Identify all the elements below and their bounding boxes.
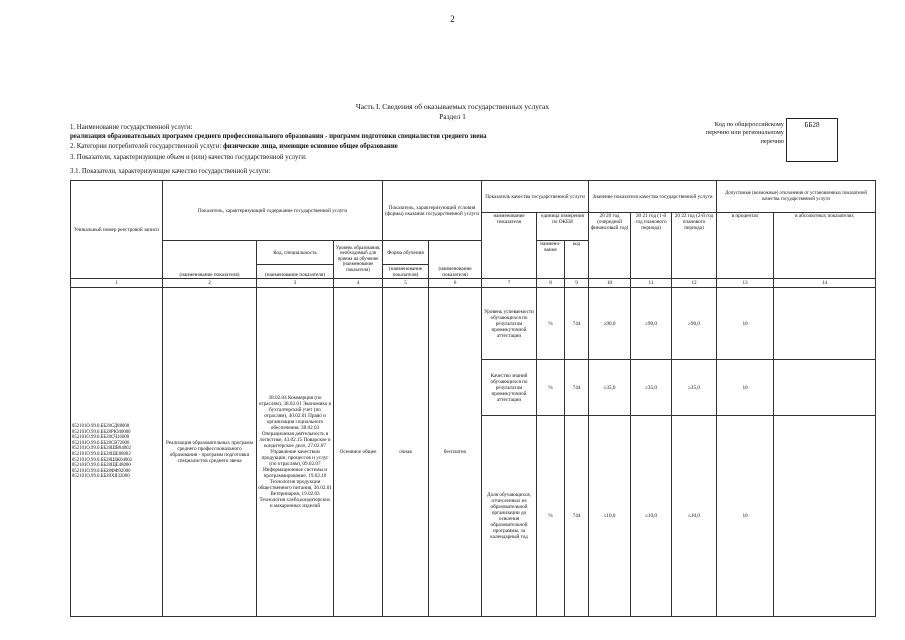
value-year-1: ≥90,0 (589, 288, 631, 360)
header-year-3: 20 22 год (2-й год планового периода) (672, 213, 717, 279)
unit-code: 744 (565, 288, 589, 360)
column-number: 11 (631, 279, 672, 288)
registry-code-value: ББ28 (804, 121, 820, 129)
header-year-1: 20 20 год (очередной финансовый год) (589, 213, 631, 279)
value-year-1: ≤10,0 (589, 416, 631, 617)
header-conditions: Показатель, характеризующий условия (формы) оказания государственной услуги (383, 181, 482, 241)
column-number: 10 (589, 279, 631, 288)
unit-name: % (537, 288, 565, 360)
value-year-1: ≥35,0 (589, 360, 631, 416)
column-number: 5 (383, 279, 429, 288)
registry-code-box (786, 118, 838, 162)
program-name: Реализация образовательных программ среднего профессионального образования - программ подготовки специалистов среднего звена (163, 288, 257, 617)
column-number: 3 (257, 279, 334, 288)
column-number: 2 (163, 279, 257, 288)
column-number: 9 (565, 279, 589, 288)
registry-code-label (640, 121, 784, 146)
header-level: Уровень образования, необходимый для приема на обучение (наименование показателя) (334, 241, 383, 279)
value-year-3: ≥35,0 (672, 360, 717, 416)
unit-name: % (537, 360, 565, 416)
quality-indicators-table (70, 180, 876, 617)
part-title: Часть I. Сведения об оказываемых государственных услугах (355, 102, 550, 111)
service-name-value: реализация образовательных программ среднего профессионального образования - программ подготовки специалистов среднего звена (70, 133, 487, 140)
column-number: 8 (537, 279, 565, 288)
deviation-absolute (774, 288, 876, 360)
code-label-line-3: перечню (760, 137, 784, 145)
table-row (71, 288, 876, 360)
header-indicator-name: наименование показателя (482, 213, 537, 279)
value-year-3: ≥90,0 (672, 288, 717, 360)
indicator-name: Уровень успеваемости обучающихся по результатам промежуточной аттестации (482, 288, 537, 360)
header-param-2: (наименование показателя) (257, 265, 334, 279)
header-unit: единица измерения по ОКЕИ (537, 213, 589, 241)
education-level: Основное общее (334, 288, 383, 617)
deviation-absolute (774, 360, 876, 416)
deviation-percent: 10 (717, 360, 774, 416)
header-percent: в процентах (717, 213, 774, 279)
column-number: 1 (71, 279, 163, 288)
header-param-4: (наименование показателя) (429, 241, 482, 279)
consumer-category-value: физические лица, имеющие основное общее образование (223, 143, 398, 150)
column-number: 6 (429, 279, 482, 288)
header-registry: Уникальный номер реестровой записи (71, 181, 163, 279)
header-content: Показатель, характеризующий содержание государственной услуги (163, 181, 383, 241)
column-number: 4 (334, 279, 383, 288)
study-form: очная (383, 288, 429, 617)
page-number: 2 (450, 14, 455, 24)
consumer-category-line (70, 143, 398, 150)
consumer-category-label: 2. Категории потребителей государственной услуги: (70, 143, 222, 150)
code-label-line-1: Код по общероссийскому (714, 121, 784, 128)
header-form: Форма обучения (383, 241, 429, 265)
column-number: 13 (717, 279, 774, 288)
indicators-heading: 3. Показатели, характеризующие объем и (или) качество государственной услуги: (70, 154, 307, 161)
indicator-name: Доля обучающихся, отчисленных из образовательной организации до освоения образовательной программы, за календарный год (482, 416, 537, 617)
header-absolute: в абсолютных показателях (774, 213, 876, 279)
header-param-3: (наименование показателя) (383, 265, 429, 279)
column-number: 14 (774, 279, 876, 288)
deviation-absolute (774, 416, 876, 617)
code-label-line-2: перечню или региональному (705, 129, 784, 137)
column-number: 12 (672, 279, 717, 288)
quality-indicators-heading: 3.1. Показатели, характеризующие качество государственной услуги: (70, 168, 271, 175)
service-name-label: 1. Наименование государственной услуги: (70, 124, 193, 131)
payment-type: бесплатно (429, 288, 482, 617)
unit-name: % (537, 416, 565, 617)
header-param-1: (наименование показателя) (163, 241, 257, 279)
header-quality: Показатель качества государственной услуги (482, 181, 589, 213)
indicator-name: Качество знаний обучающихся по результатам промежуточной аттестации (482, 360, 537, 416)
value-year-2: ≤10,0 (631, 416, 672, 617)
deviation-percent: 10 (717, 416, 774, 617)
unit-code: 744 (565, 416, 589, 617)
header-unit-name: наимено-вание (537, 241, 565, 279)
value-year-2: ≥90,0 (631, 288, 672, 360)
unit-code: 744 (565, 360, 589, 416)
registry-numbers: 852101О.99.0.ББ28СД88000 852101О.99.0.ББ28РЮ40000 852101О.99.0.ББ28СЧ16000 852101О.99.0.ББ28СВ72000 852101О.99.0.ББ28ШВ84002 852101О.99.0.ББ28ШЕ08002 852101О.99.0.ББ28ШЖ04002 852101О.99.0.ББ28ЩЕ48000 852101О.99.0.ББ28ФФ92000 852101О.99.0.ББ28ХЯ32000 (71, 288, 163, 617)
column-numbers-row (71, 279, 876, 288)
column-number: 7 (482, 279, 537, 288)
deviation-percent: 10 (717, 288, 774, 360)
header-unit-code: код (565, 241, 589, 279)
value-year-2: ≥35,0 (631, 360, 672, 416)
header-year-2: 20 21 год (1-й год планового периода) (631, 213, 672, 279)
specialties-list: 38.02.04 Коммерция (по отраслям), 38.02.01 Экономика и бухгалтерский учет (по отраслям), 40.02.01 Право и организация социального обеспечения, 38.02.03 Операционная деятельность в логистике, 43.02.15 Поварское и кондитерское дело, 27.02.07 Управление качеством продукции, процессов и услуг (по отраслям), 09.02.07 Информационные системы и программирование, 19.02.10 Технология продукции общественного питания, 36.02.01 Ветеринария, 19.02.03 Технология хлеба,кондитерских и макаронных изделий (257, 288, 334, 617)
header-values: Значение показателя качества государственной услуги (589, 181, 717, 213)
section-title: Раздел 1 (439, 112, 466, 121)
header-deviation: Допустимые (возможные) отклонения от установленных показателей качества государственной услуги (717, 181, 876, 213)
value-year-3: ≤10,0 (672, 416, 717, 617)
header-specialty: Код, специальность (257, 241, 334, 265)
